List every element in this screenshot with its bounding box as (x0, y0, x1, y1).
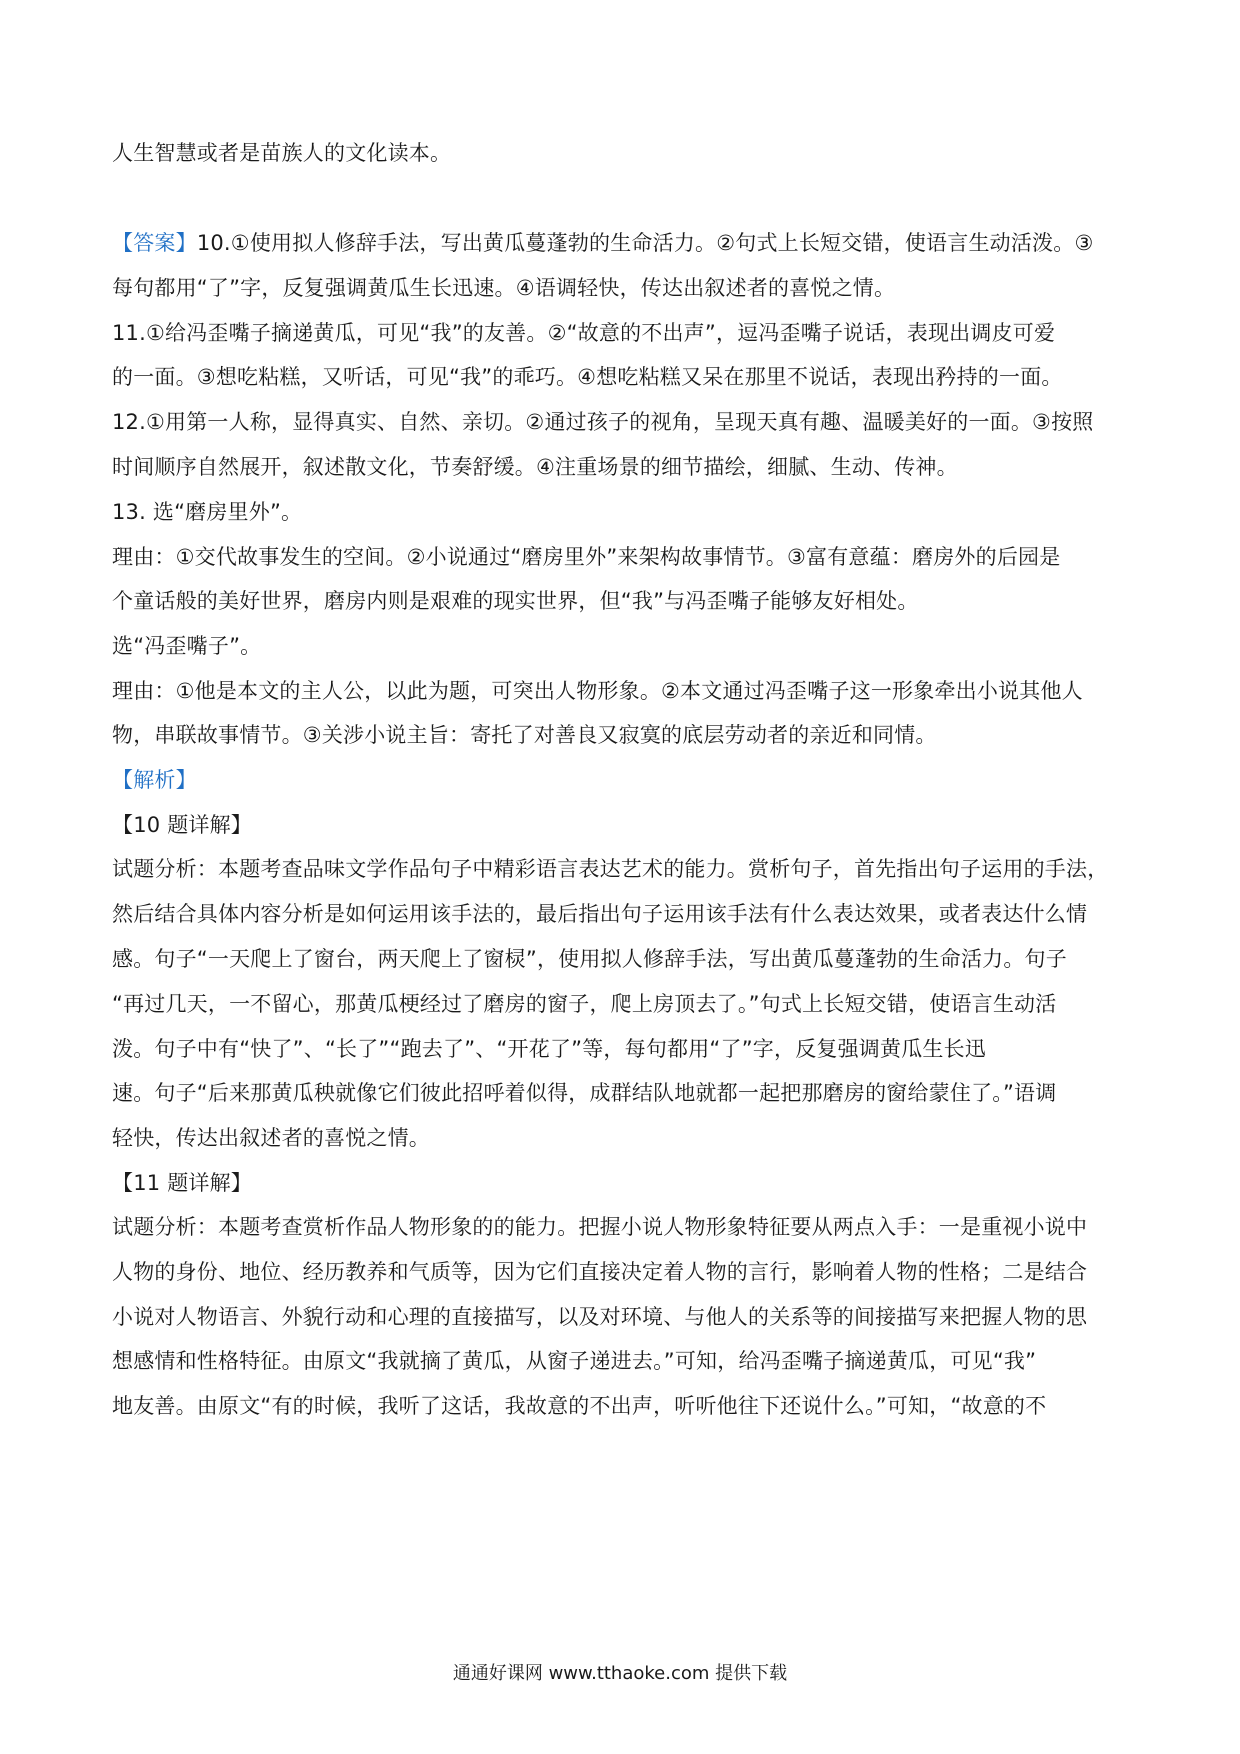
line-text: 试题分析：本题考查品味文学作品句子中精彩语言表达艺术的能力。赏析句子，首先指出句子运用的手法， (112, 857, 1109, 881)
text-line (112, 407, 1132, 437)
line-text: 13. 选“磨房里外”。 (112, 500, 303, 524)
line-text: 地友善。由原文“有的时候，我听了这话，我故意的不出声，听听他往下还说什么。”可知，“故意的不 (112, 1394, 1047, 1418)
line-text: 轻快，传达出叙述者的喜悦之情。 (112, 1126, 430, 1150)
line-text: 时间顺序自然展开，叙述散文化，节奏舒缓。④注重场景的细节描绘，细腻、生动、传神。 (112, 455, 958, 479)
line-text: 物，串联故事情节。③关涉小说主旨：寄托了对善良又寂寞的底层劳动者的亲近和同情。 (112, 723, 937, 747)
line-text: 试题分析：本题考查赏析作品人物形象的的能力。把握小说人物形象特征要从两点入手：一是重视小说中 (112, 1215, 1088, 1239)
text-line (112, 899, 1132, 929)
text-line (112, 1212, 1132, 1242)
line-text: 理由：①他是本文的主人公，以此为题，可突出人物形象。②本文通过冯歪嘴子这一形象牵出小说其他人 (112, 679, 1083, 703)
text-line (112, 720, 1132, 750)
line-text: 泼。句子中有“快了”、“长了”“跑去了”、“开花了”等，每句都用“了”字，反复强调黄瓜生长迅 (112, 1037, 986, 1061)
text-line (112, 631, 1132, 661)
line-text: 10.①使用拟人修辞手法，写出黄瓜蔓蓬勃的生命活力。②句式上长短交错，使语言生动活泼。③ (196, 231, 1094, 255)
text-line (112, 452, 1132, 482)
analysis-heading (112, 765, 1132, 795)
text-line (112, 676, 1132, 706)
line-text: 感。句子“一天爬上了窗台，两天爬上了窗棂”，使用拟人修辞手法，写出黄瓜蔓蓬勃的生命活力。句子 (112, 947, 1067, 971)
text-line (112, 1391, 1132, 1421)
section-heading (112, 810, 1132, 840)
line-text: 人生智慧或者是苗族人的文化读本。 (112, 141, 452, 165)
text-line (112, 273, 1132, 303)
line-text: 然后结合具体内容分析是如何运用该手法的，最后指出句子运用该手法有什么表达效果，或者表达什么情 (112, 902, 1088, 926)
line-text: 12.①用第一人称，显得真实、自然、亲切。②通过孩子的视角，呈现天真有趣、温暖美好的一面。③按照 (112, 410, 1094, 434)
text-line (112, 1346, 1132, 1376)
text-line (112, 318, 1132, 348)
line-text: 选“冯歪嘴子”。 (112, 634, 262, 658)
text-line (112, 497, 1132, 527)
text-line (112, 138, 1132, 168)
line-text: 11.①给冯歪嘴子摘递黄瓜，可见“我”的友善。②“故意的不出声”，逗冯歪嘴子说话，表现出调皮可爱 (112, 321, 1056, 345)
line-text: 理由：①交代故事发生的空间。②小说通过“磨房里外”来架构故事情节。③富有意蕴：磨房外的后园是 (112, 545, 1061, 569)
page-footer (0, 1662, 1240, 1686)
analysis-marker: 【解析】 (112, 768, 197, 792)
line-text: 个童话般的美好世界，磨房内则是艰难的现实世界，但“我”与冯歪嘴子能够友好相处。 (112, 589, 919, 613)
line-text: 想感情和性格特征。由原文“我就摘了黄瓜，从窗子递进去。”可知，给冯歪嘴子摘递黄瓜，可见“我” (112, 1349, 1037, 1373)
text-line (112, 1302, 1132, 1332)
line-text: 的一面。③想吃粘糕，又听话，可见“我”的乖巧。④想吃粘糕又呆在那里不说话，表现出矜持的一面。 (112, 365, 1063, 389)
text-line (112, 1257, 1132, 1287)
line-text: 小说对人物语言、外貌行动和心理的直接描写，以及对环境、与他人的关系等的间接描写来把握人物的思 (112, 1305, 1088, 1329)
line-text: 【11 题详解】 (112, 1171, 252, 1195)
line-text: 人物的身份、地位、经历教养和气质等，因为它们直接决定着人物的言行，影响着人物的性格；二是结合 (112, 1260, 1088, 1284)
text-line (112, 362, 1132, 392)
answer-line (112, 228, 1132, 258)
text-line (112, 944, 1132, 974)
text-line (112, 542, 1132, 572)
line-text: “再过几天，一不留心，那黄瓜梗经过了磨房的窗子，爬上房顶去了。”句式上长短交错，使语言生动活 (112, 992, 1057, 1016)
line-text: 每句都用“了”字，反复强调黄瓜生长迅速。④语调轻快，传达出叙述者的喜悦之情。 (112, 276, 896, 300)
text-line (112, 854, 1132, 884)
line-text: 速。句子“后来那黄瓜秧就像它们彼此招呼着似得，成群结队地就都一起把那磨房的窗给蒙住了。”语调 (112, 1081, 1057, 1105)
text-line (112, 989, 1132, 1019)
text-line (112, 586, 1132, 616)
line-text: 【10 题详解】 (112, 813, 252, 837)
text-line (112, 1123, 1132, 1153)
footer-text: 通通好课网 www.tthaoke.com 提供下载 (452, 1663, 788, 1684)
section-heading (112, 1168, 1132, 1198)
answer-marker: 【答案】 (112, 231, 197, 255)
text-line (112, 1034, 1132, 1064)
text-line (112, 1078, 1132, 1108)
